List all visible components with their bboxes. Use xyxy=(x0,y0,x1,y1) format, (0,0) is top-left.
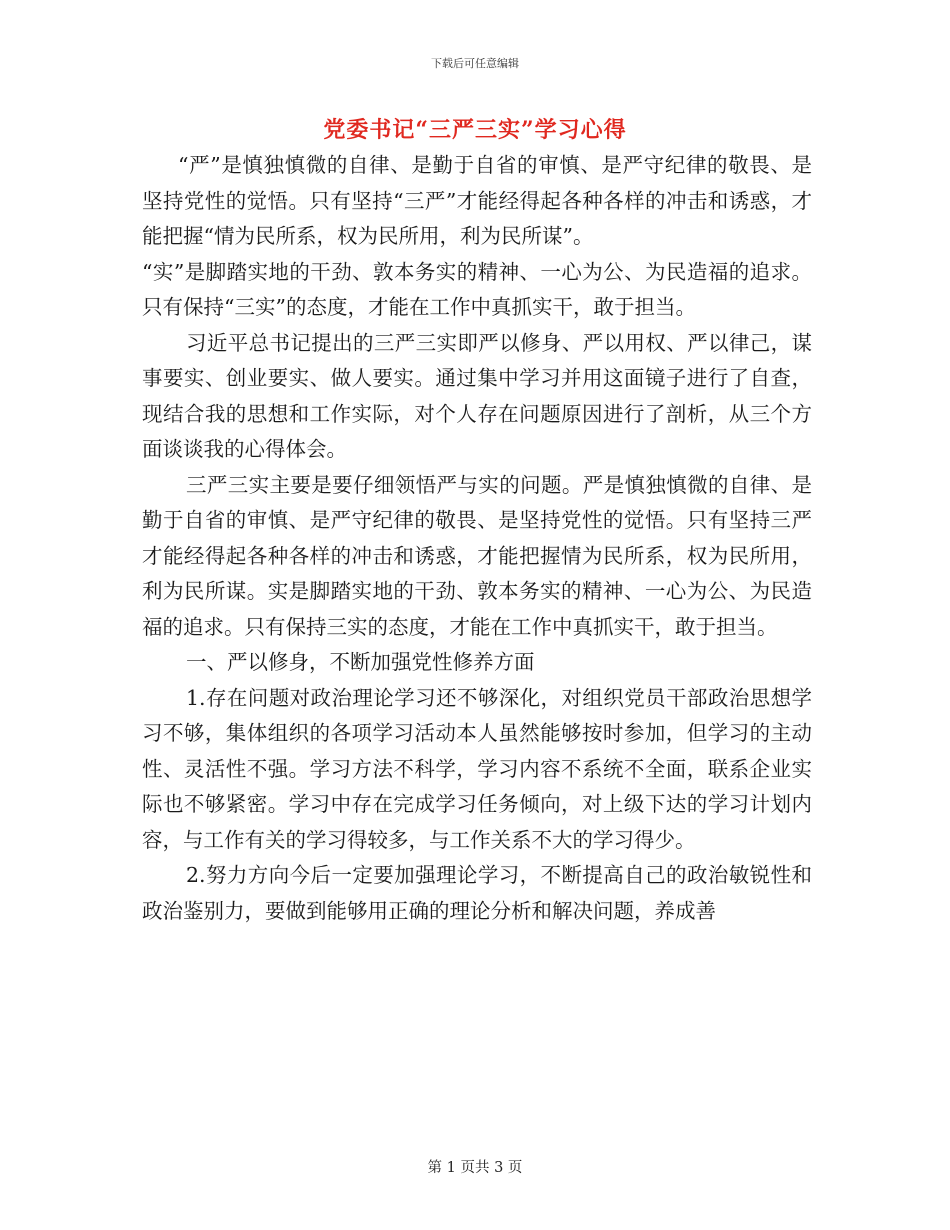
paragraph-problems: 1.存在问题对政治理论学习还不够深化，对组织党员干部政治思想学习不够，集体组织的各项学习活动本人虽然能够按时参加，但学习的主动性、灵活性不强。学习方法不科学，学习内容不系统不全面，联系企业实际也不够紧密。学习中存在完成学习任务倾向，对上级下达的学习计划内容，与工作有关的学习得较多，与工作关系不大的学习得少。 xyxy=(142,685,812,852)
document-title: 党委书记“三严三实”学习心得 xyxy=(323,117,627,143)
paragraph-strict-definition: “严”是慎独慎微的自律、是勤于自省的审慎、是严守纪律的敬畏、是坚持党性的觉悟。只有坚持“三严”才能经得起各种各样的冲击和诱惑，才能把握“情为民所系，权为民所用，利为民所谋”。 xyxy=(142,153,812,248)
paragraph-practical-definition: “实”是脚踏实地的干劲、敦本务实的精神、一心为公、为民造福的追求。只有保持“三实”的态度，才能在工作中真抓实干，敢于担当。 xyxy=(142,259,812,319)
document-body xyxy=(142,148,812,929)
page-number: 第 1 页共 3 页 xyxy=(427,1160,523,1176)
paragraph-direction: 2.努力方向今后一定要加强理论学习，不断提高自己的政治敏锐性和政治鉴别力，要做到能够用正确的理论分析和解决问题，养成善 xyxy=(142,863,812,923)
section-heading-self-cultivation: 一、严以修身，不断加强党性修养方面 xyxy=(186,650,535,674)
page-header-note: 下载后可任意编辑 xyxy=(431,57,519,70)
paragraph-summary: 三严三实主要是要仔细领悟严与实的问题。严是慎独慎微的自律、是勤于自省的审慎、是严守纪律的敬畏、是坚持党性的觉悟。只有坚持三严才能经得起各种各样的冲击和诱惑，才能把握情为民所系，权为民所用，利为民所谋。实是脚踏实地的干劲、敦本务实的精神、一心为公、为民造福的追求。只有保持三实的态度，才能在工作中真抓实干，敢于担当。 xyxy=(142,472,812,639)
paragraph-introduction: 习近平总书记提出的三严三实即严以修身、严以用权、严以律己，谋事要实、创业要实、做人要实。通过集中学习并用这面镜子进行了自查，现结合我的思想和工作实际，对个人存在问题原因进行了剖析，从三个方面谈谈我的心得体会。 xyxy=(142,330,812,461)
